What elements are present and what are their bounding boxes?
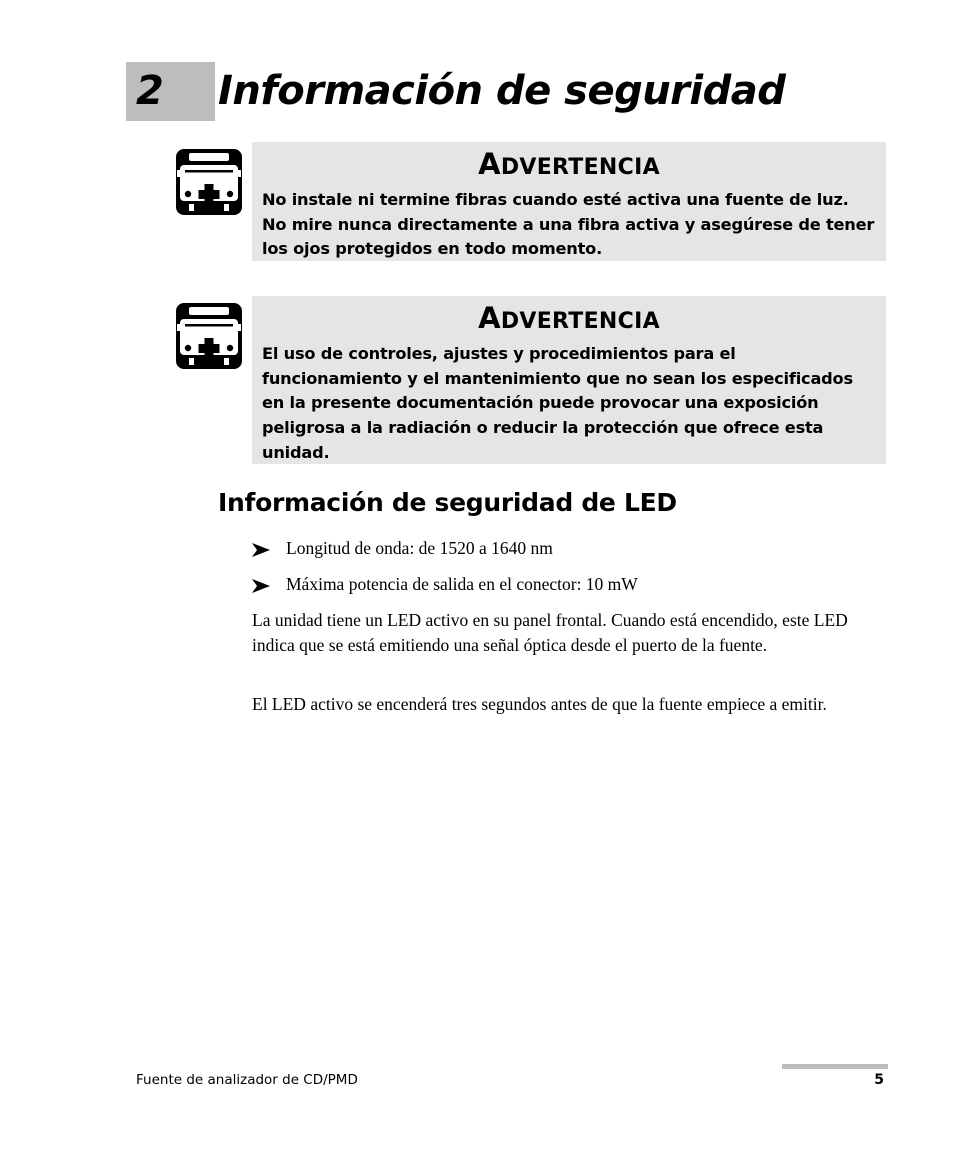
bullet-list — [252, 534, 638, 606]
warning-heading-rest: DVERTENCIA — [500, 155, 660, 180]
warning-box — [252, 296, 886, 464]
warning-heading-initial: A — [478, 147, 501, 181]
arrow-bullet-icon — [252, 543, 270, 557]
body-paragraph: El LED activo se encenderá tres segundos antes de que la fuente empiece a emitir. — [252, 694, 827, 714]
bullet-text: Longitud de onda: de 1520 a 1640 nm — [286, 538, 553, 558]
warning-hazard-icon — [175, 302, 243, 370]
chapter-number: 2 — [136, 68, 164, 114]
list-item — [252, 570, 638, 606]
footer-document-title: Fuente de analizador de CD/PMD — [136, 1072, 358, 1088]
footer-rule — [782, 1064, 888, 1069]
section-title: Información de seguridad de LED — [218, 488, 677, 517]
body-paragraph: La unidad tiene un LED activo en su panel frontal. Cuando está encendido, este LED indica que se está emitiendo una señal óptica desde el puerto de la fuente. — [252, 610, 848, 655]
bullet-text: Máxima potencia de salida en el conector: 10 mW — [286, 574, 638, 594]
warning-text: No instale ni termine fibras cuando esté activa una fuente de luz. No mire nunca directamente a una fibra activa y asegúrese de tener los ojos protegidos en todo momento. — [262, 190, 875, 259]
chapter-title: Información de seguridad — [218, 68, 786, 114]
warning-heading — [262, 142, 876, 188]
warning-heading — [262, 296, 876, 342]
warning-heading-rest: DVERTENCIA — [500, 309, 660, 334]
warning-text: El uso de controles, ajustes y procedimientos para el funcionamiento y el mantenimiento que no sean los especificados en la presente documentación puede provocar una exposición peligrosa a la radiación o reducir la protección que ofrece esta unidad. — [262, 344, 853, 462]
warning-heading-initial: A — [478, 301, 501, 335]
warning-hazard-icon — [175, 148, 243, 216]
warning-box — [252, 142, 886, 261]
list-item — [252, 534, 638, 570]
page-number: 5 — [874, 1072, 884, 1088]
arrow-bullet-icon — [252, 579, 270, 593]
